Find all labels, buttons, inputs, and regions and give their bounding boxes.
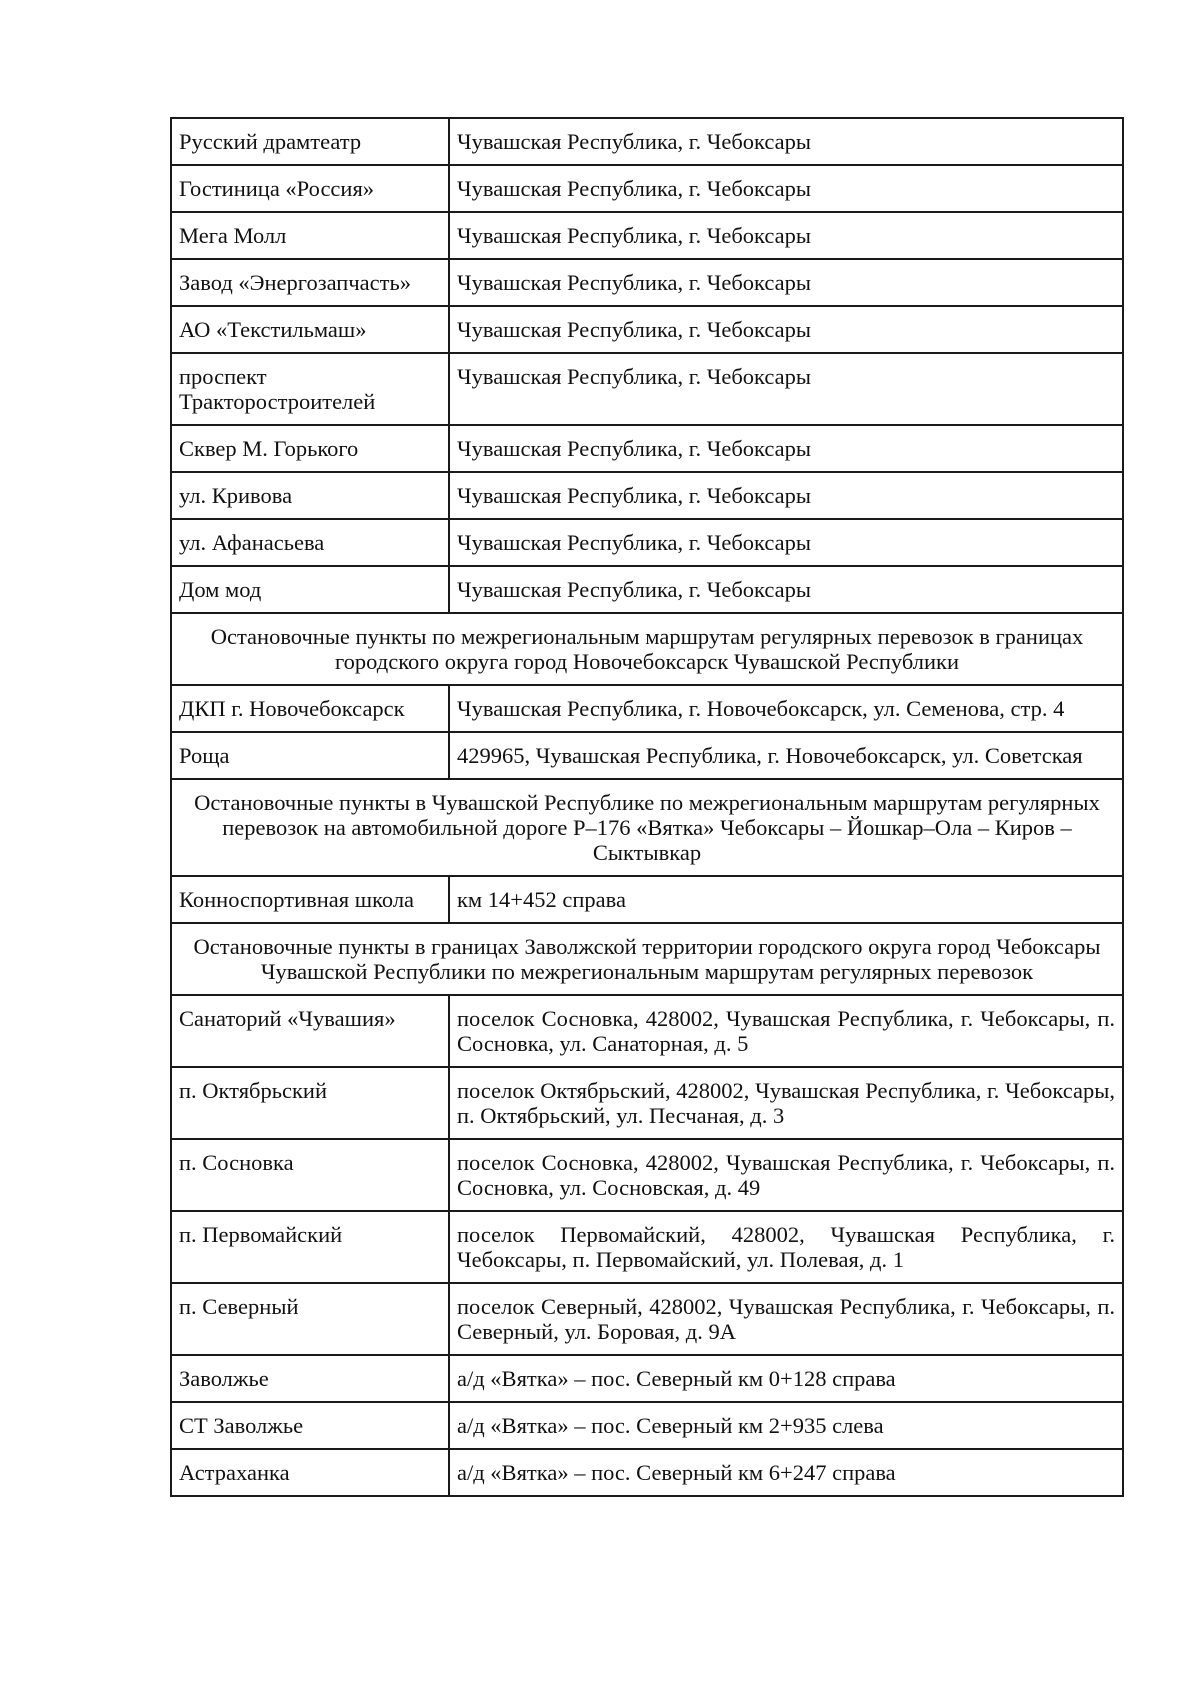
table-row	[171, 1402, 1123, 1449]
stop-address: Чувашская Республика, г. Чебоксары	[449, 306, 1123, 353]
section-row	[171, 613, 1123, 685]
table-row	[171, 1355, 1123, 1402]
stop-address: 429965, Чувашская Республика, г. Новочебоксарск, ул. Советская	[449, 732, 1123, 779]
table-row	[171, 1449, 1123, 1496]
stop-name: п. Первомайский	[171, 1211, 449, 1283]
table-row	[171, 995, 1123, 1067]
stop-name: проспект Тракторостроителей	[171, 353, 449, 425]
stop-name: Дом мод	[171, 566, 449, 613]
table-row	[171, 876, 1123, 923]
stop-address: поселок Октябрьский, 428002, Чувашская Республика, г. Чебоксары, п. Октябрьский, ул. Песчаная, д. 3	[449, 1067, 1123, 1139]
stop-address: поселок Сосновка, 428002, Чувашская Республика, г. Чебоксары, п. Сосновка, ул. Санаторная, д. 5	[449, 995, 1123, 1067]
stop-address: а/д «Вятка» – пос. Северный км 0+128 справа	[449, 1355, 1123, 1402]
section-row	[171, 779, 1123, 876]
stop-address: Чувашская Республика, г. Чебоксары	[449, 212, 1123, 259]
table-row	[171, 353, 1123, 425]
stop-name: Сквер М. Горького	[171, 425, 449, 472]
stop-address: Чувашская Республика, г. Новочебоксарск, ул. Семенова, стр. 4	[449, 685, 1123, 732]
table-row	[171, 259, 1123, 306]
stop-name: Роща	[171, 732, 449, 779]
table-row	[171, 425, 1123, 472]
table-row	[171, 1211, 1123, 1283]
table-row	[171, 519, 1123, 566]
stop-name: Гостиница «Россия»	[171, 165, 449, 212]
stop-address: Чувашская Республика, г. Чебоксары	[449, 165, 1123, 212]
table-row	[171, 1067, 1123, 1139]
table-row	[171, 732, 1123, 779]
stop-address: км 14+452 справа	[449, 876, 1123, 923]
stop-address: а/д «Вятка» – пос. Северный км 6+247 справа	[449, 1449, 1123, 1496]
stop-address: Чувашская Республика, г. Чебоксары	[449, 519, 1123, 566]
stop-name: АО «Текстильмаш»	[171, 306, 449, 353]
stop-name: ул. Кривова	[171, 472, 449, 519]
stop-address: Чувашская Республика, г. Чебоксары	[449, 118, 1123, 165]
section-heading: Остановочные пункты в границах Заволжской территории городского округа город Чебоксары Чувашской Республики по межрегиональным маршрутам регулярных перевозок	[171, 923, 1123, 995]
section-heading: Остановочные пункты по межрегиональным маршрутам регулярных перевозок в границах городского округа город Новочебоксарск Чувашской Республики	[171, 613, 1123, 685]
stop-address: Чувашская Республика, г. Чебоксары	[449, 566, 1123, 613]
table-row	[171, 165, 1123, 212]
table-row	[171, 566, 1123, 613]
stop-name: СТ Заволжье	[171, 1402, 449, 1449]
stop-name: п. Северный	[171, 1283, 449, 1355]
stop-name: Астраханка	[171, 1449, 449, 1496]
stop-address: Чувашская Республика, г. Чебоксары	[449, 259, 1123, 306]
table-row	[171, 306, 1123, 353]
table-row	[171, 118, 1123, 165]
stop-name: Мега Молл	[171, 212, 449, 259]
table-row	[171, 1139, 1123, 1211]
stop-name: ул. Афанасьева	[171, 519, 449, 566]
stop-address: поселок Северный, 428002, Чувашская Республика, г. Чебоксары, п. Северный, ул. Боровая, д. 9А	[449, 1283, 1123, 1355]
stop-address: поселок Сосновка, 428002, Чувашская Республика, г. Чебоксары, п. Сосновка, ул. Сосновская, д. 49	[449, 1139, 1123, 1211]
stop-name: Заволжье	[171, 1355, 449, 1402]
table-row	[171, 1283, 1123, 1355]
stop-name: Завод «Энергозапчасть»	[171, 259, 449, 306]
stop-name: Конноспортивная школа	[171, 876, 449, 923]
stop-name: Русский драмтеатр	[171, 118, 449, 165]
stop-address: поселок Первомайский, 428002, Чувашская Республика, г. Чебоксары, п. Первомайский, ул. Полевая, д. 1	[449, 1211, 1123, 1283]
section-row	[171, 923, 1123, 995]
stop-name: ДКП г. Новочебоксарск	[171, 685, 449, 732]
stop-address: Чувашская Республика, г. Чебоксары	[449, 472, 1123, 519]
section-heading: Остановочные пункты в Чувашской Республике по межрегиональным маршрутам регулярных перевозок на автомобильной дороге Р–176 «Вятка» Чебоксары – Йошкар–Ола – Киров – Сыктывкар	[171, 779, 1123, 876]
stop-name: Санаторий «Чувашия»	[171, 995, 449, 1067]
stop-name: п. Октябрьский	[171, 1067, 449, 1139]
table-row	[171, 685, 1123, 732]
stop-address: Чувашская Республика, г. Чебоксары	[449, 353, 1123, 425]
stops-table	[170, 117, 1124, 1497]
stop-name: п. Сосновка	[171, 1139, 449, 1211]
stop-address: а/д «Вятка» – пос. Северный км 2+935 слева	[449, 1402, 1123, 1449]
table-row	[171, 472, 1123, 519]
table-row	[171, 212, 1123, 259]
stop-address: Чувашская Республика, г. Чебоксары	[449, 425, 1123, 472]
